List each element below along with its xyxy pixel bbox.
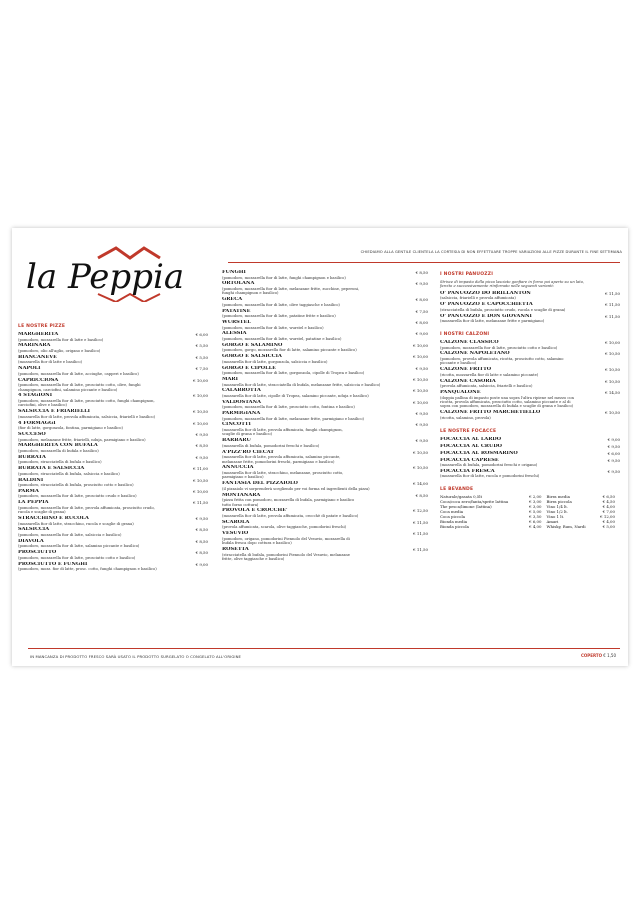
menu-item-price: € 8,50 [195,443,208,449]
menu-item [18,550,208,560]
menu-item-name: CINCOTTI [222,422,251,428]
menu-item-name: PARMA [18,488,39,494]
bevanda-name: Bionda piccola [440,523,469,529]
menu-item-price: € 11,50 [413,531,428,537]
menu-item [440,458,620,468]
menu-item-price: € 10,00 [193,377,208,383]
menu-item-price: € 11,50 [605,313,620,319]
menu-item-price: € 10,00 [413,399,428,405]
menu-item-name: FUNGHI [222,270,246,275]
menu-item [440,390,620,409]
menu-item-name: FOCACCIA FRESCA [440,468,495,474]
bevanda-name: Whisky, Rum, Nardi [546,523,586,529]
menu-item [222,343,428,353]
menu-item [18,409,208,419]
menu-item-name: SUCCESO [18,431,46,437]
menu-item-price: € 8,50 [195,538,208,544]
bevanda-price: € 4,50 [602,499,615,505]
menu-item-description: (mozzarella fior di latte, stracchino, melanzane, prosciutto cotto, parmigiano e basilico) [222,471,344,480]
column-extras [440,270,620,530]
menu-item-name: 4 STAGIONI [18,393,53,399]
menu-item-description: (pomodoro, melanzane fritte, friarielli, nduja, parmigiano e basilico) [18,437,146,442]
menu-item-name: 4 FORMAGGI [18,420,56,426]
menu-item-price: € 8,50 [415,492,428,498]
menu-item [18,378,208,392]
bevanda-price: € 5,00 [529,509,542,514]
menu-item-name: O' PANUOZZO DO BRILLANTON [440,290,531,296]
menu-item-name: FOCACCIA AL CRUDO [440,443,503,449]
menu-item-name: LA PEPPIA [18,500,49,506]
menu-item-name: GORGO E SALAMINO [222,342,283,348]
menu-item-price: € 9,50 [607,457,620,463]
menu-item-price: € 14,50 [605,389,620,395]
coperto-info [581,653,616,658]
menu-item [18,455,208,465]
menu-item-price: € 8,00 [415,319,428,325]
menu-item-description: (pomodoro, mozzarella fior di latte, prosciutto cotto e basilico) [18,555,136,560]
menu-item-description: (stracciatella di bufala, prosciutto crudo, rucola e scaglie di grana) [440,307,566,312]
menu-item-name: SALSICCIA [18,527,50,533]
menu-item-name: VALDOSTANA [222,399,261,405]
menu-item-description: (pomodoro, mozzarella fior di latte, provola affumicata, prosciutto crudo, rucola e scaglie di grana) [18,505,155,515]
bevanda-price: € 6,50 [602,494,615,500]
menu-item-price: € 5,50 [195,354,208,360]
menu-item-price: € 8,50 [415,270,428,275]
bevanda-name: Coca/coca zero/fanta/sprite lattina [440,499,509,505]
menu-item-name: FOCACCIA AL ROSMARINO [440,450,518,456]
column-pizze-1 [18,322,208,573]
menu-item [440,410,620,420]
bevanda-price: € 4,00 [602,504,615,510]
menu-item-price: € 10,50 [193,477,208,483]
menu-item-price: € 10,50 [413,465,428,471]
menu-item-name: MONTANARA [222,492,261,498]
menu-item-description: (pomodoro, stracciatella di bufala, salsiccia e basilico) [18,471,120,476]
section-title-focacce: LE NOSTRE FOCACCE [440,428,497,434]
menu-item-description: (pomodoro, origano, pomodorini Piennolo del Vesuvio, mozzarella di bufala fresca dopo cottura e basilico) [222,536,350,546]
menu-item-name: CALABROTTA [222,388,261,394]
menu-item [222,297,428,307]
menu-item-description: (pomodoro, mozzarella di bufala e basilico) [18,448,99,453]
menu-item [18,489,208,499]
menu-item-name: MARGHERITA CON BUFALA [18,443,98,449]
bevanda-name: Vino 1/2 lt. [546,509,569,514]
menu-item [222,354,428,364]
bevanda-name: Naturale/gasata 0,5lt [440,494,483,500]
menu-item-description: (pomodoro, mozzarella fior di latte e basilico) [18,337,104,342]
menu-item-price: € 10,50 [605,351,620,357]
menu-item-description: (pomodoro, mozzarella fior di latte, melanzane fritte, zucchine, peperoni, funghi champignon e basilico) [222,286,360,296]
menu-item [18,393,208,407]
menu-item [222,309,428,319]
menu-item-name: PROSCIUTTO E FUNGHI [18,561,88,567]
menu-item [222,422,428,436]
menu-item [18,432,208,442]
menu-item-price: € 8,00 [415,297,428,303]
menu-item-price: € 6,00 [607,450,620,456]
menu-item-price: € 10,50 [413,376,428,382]
menu-item [440,379,620,389]
menu-item [222,331,428,341]
menu-item-description: (mozzarella fior di latte, provola affumicata, crocchè di patate e basilico) [222,514,359,519]
menu-item-description: (mozzarella fior di latte, provola affumicata, funghi champignon, scaglie di grana e basilico) [222,428,343,437]
menu-item-description: (mozzarella fior di latte, provola affumicata, salsiccia, friarielli e basilico) [18,414,156,419]
menu-item-name: A'PIZZ'RO CIECAT [222,449,275,455]
menu-item-description: (pomodoro, mozzarella fior di latte, acciughe, capperi e basilico) [18,371,139,376]
menu-item-price: € 9,50 [415,365,428,371]
menu-item-name: SALSICCIA E FRIARIELLI [18,409,91,415]
menu-item [222,481,428,491]
menu-item [222,465,428,479]
menu-item [18,332,208,342]
menu-item-name: PANQUALONE [440,389,481,395]
bevanda-name: Bionda media [440,518,468,524]
menu-item-description: (mozzarella fior di latte, stracchino, rucola e scaglie di grana) [18,521,134,526]
menu-item-description: (pomodoro, mozzarella fior di latte, prosciutto cotto, olive, funghi champignon, carciofini, salamino piccante e basilico) [18,383,141,392]
menu-item-price: € 7,50 [415,308,428,314]
menu-item-price: € 10,50 [605,378,620,384]
coperto-label: COPERTO [580,653,602,658]
pizze-list-1 [18,332,208,572]
menu-item-description: (ricotta, salamino, provola) [440,415,491,420]
bevanda-price: € 5,00 [602,523,615,529]
menu-item-description: (doppia pallina di impasto poste una sopra l'altra ripiene nel mezzo con ricotta, provola affumicata, prosciutto cotto, salamino piccante e al di sopra con pomodoro, mozzarella di bufala e scaglie di grana e basilico) [440,395,574,409]
menu-item-price: € 10,00 [193,393,208,399]
menu-item-description: (pomodoro, mozzarella fior di latte, prosciutto cotto, funghi champignon, carciofini, olive e basilico) [18,398,155,408]
menu-item [440,469,620,479]
menu-item-description: (ricotta, mozzarella fior di latte e salamino piccante) [440,372,539,377]
section-title-panuozzi: I NOSTRI PANUOZZI [440,272,494,277]
menu-item-name: DIAVOLA [18,538,44,544]
section-title-calzoni: I NOSTRI CALZONI [440,331,490,337]
menu-item-name: ALESSIA [222,331,247,337]
panuozzi-intro: Strisce di impasto della pizza lasciato gonfiare in forno poi aperto su un lato, farcito e successivamente riinfornato nelle seguenti varianti: [440,280,585,289]
menu-item-name: PROSCIUTTO [18,550,57,556]
menu-item-price: € 8,50 [195,527,208,533]
menu-item-price: € 9,50 [195,431,208,437]
menu-item [18,421,208,431]
menu-item-description: (pomodoro, stracciatella di bufala e basilico) [18,460,102,465]
menu-item-name: GORGO E SALSICCIA [222,354,282,360]
bevanda-name: Coca media [440,509,464,514]
menu-item-description: (mozzarella fior di latte, gorgonzola, salsiccia e basilico) [222,359,328,364]
bevanda-price: € 6,00 [529,518,542,524]
menu-item-name: ANNUCCIA [222,465,254,471]
menu-item-name: O' PANUOZZO E DON GIOVANNI [440,313,532,319]
menu-item [222,508,428,518]
bevanda-price: € 4,00 [529,523,542,529]
menu-item [222,270,428,280]
menu-item-price: € 11,50 [413,519,428,525]
menu-item-name: MARI [222,376,238,382]
bevanda-name: Coca piccola [440,513,466,519]
menu-item-description: (provola affumicata, scarola, olive taggiasche, pomodorini freschi) [222,525,347,530]
column-pizze-2 [222,270,428,563]
logo-text: la Peppia [26,257,185,297]
menu-item-description: (pomodoro, mozzarella fior di latte, salsiccia e basilico) [18,533,122,538]
bevanda-price: € 12,00 [600,513,615,519]
menu-item [18,539,208,549]
menu-item-name: O' PANUOZZO E CAPOCCHIETTA [440,302,533,308]
menu-item-name: GRECA [222,297,243,303]
menu-item-price: € 10,50 [193,409,208,415]
menu-item [222,366,428,376]
menu-item-description: (mozzarella fior di latte, cipolle di Tropea, salamino piccante, nduja e basilico) [222,393,369,398]
menu-item [222,377,428,387]
menu-item-description: (mozzarella fior di latte, provola affumicata, salamino piccante, melanzane fritte, pomodorini freschi, parmigiano e basilico) [222,455,341,464]
menu-item-price: € 10,50 [413,388,428,394]
menu-item-price: € 11,00 [193,466,208,472]
menu-item-name: FOCACCIA AL LARDO [440,436,502,442]
menu-item [18,443,208,453]
menu-item-name: STRACCHINO E RUCOLA [18,516,89,522]
menu-item-name: BURRATA E SALSICCIA [18,466,85,472]
menu-item [18,466,208,476]
menu-item-name: PARMIGIANA [222,411,261,417]
menu-item-name: CAPRICCIOSA [18,377,59,383]
menu-item-description: (il pizzaiolo vi sorprenderà scegliendo per voi forma ed ingredienti della pizza) [222,486,370,491]
menu-item-price: € 12,50 [413,508,428,514]
menu-item-description: (pomodoro, gorgo, mozzarella fior di latte, salamino piccante e basilico) [222,348,357,353]
menu-item-price: € 10,50 [605,410,620,416]
menu-item-price: € 9,00 [195,561,208,567]
menu-item [222,388,428,398]
menu-item-description: (pomodoro, provola affumicata, ricotta, prosciutto cotto, salamino piccante e basilico) [440,356,564,366]
bevande-row [440,525,620,530]
bevanda-price: € 2,00 [529,494,542,500]
menu-item-description: (pomodoro, mozzarella fior di latte, wurstel e basilico) [222,325,324,330]
menu-item [18,562,208,572]
menu-sheet [12,228,628,666]
coperto-price: € 1,50 [603,653,616,658]
menu-item-name: BIANCANEVE [18,354,57,360]
footer-note: IN MANCANZA DI PRODOTTO FRESCO SARÀ USATO IL PRODOTTO SURGELATO O CONGELATO ALL'ORIGINE [30,654,242,659]
bevanda-price: € 7,00 [602,509,615,514]
menu-item [440,444,620,450]
bevanda-name: Vino 1/4 lt. [546,504,569,510]
menu-item [440,314,620,324]
calzoni-list [440,340,620,420]
menu-item-price: € 8,50 [195,550,208,556]
menu-item-price: € 10,00 [413,342,428,348]
menu-item-price: € 11,50 [413,547,428,553]
menu-item-description: (salsiccia, friarielli e provola affumicata) [440,296,516,301]
menu-item [18,516,208,526]
menu-item-name: MARGHERITA [18,332,59,337]
menu-item-name: CALZONE CASORIA [440,378,496,384]
bevande-table [440,495,620,529]
bevanda-price: € 3,00 [529,504,542,510]
menu-item-name: PROVOLA E CROCCHE' [222,508,288,514]
menu-item-name: BARBARU [222,438,251,444]
menu-item-name: BURRATA [18,454,46,460]
menu-item-price: € 10,00 [193,420,208,426]
menu-item-description: (pomodoro, mozzarella fior di latte, melanzane fritte, parmigiano e basilico) [222,416,364,421]
menu-item [222,411,428,421]
menu-item [222,400,428,410]
menu-item [222,450,428,464]
menu-item-price: € 9,50 [607,443,620,449]
menu-item-name: ORTOLANA [222,281,255,287]
section-title-pizze: LE NOSTRE PIZZE [18,324,66,329]
menu-item-name: ROSETTA [222,547,249,553]
notice-text: CHIEDIAMO ALLA GENTILE CLIENTELA LA CORTESIA DI NON EFFETTUARE TROPPE VARIAZIONI ALLE PIZZE DURANTE IL FINE SETTIMANA [360,250,622,254]
menu-item [222,281,428,295]
menu-item-name: GORGO E CIPOLLE [222,365,276,371]
bevanda-price: € 3,50 [529,513,542,519]
menu-item-price: € 7,50 [195,366,208,372]
menu-item-description: (provola affumicata, salsiccia, friarielli e basilico) [440,384,533,389]
bottom-divider [28,648,620,649]
menu-item-description: (mozzarella fior di latte e basilico) [18,360,83,365]
menu-item-description: (pomodoro, mozzarella fior di latte, olive taggiasche e basilico) [222,302,340,307]
menu-item-name: FANTASIA DEL PIZZAIOLO [222,481,298,487]
menu-item-price: € 9,50 [415,411,428,417]
menu-item-description: (pomodoro, mozzarella fior di latte, gorgonzola, cipolle di Tropea e basilico) [222,371,365,376]
menu-item [18,478,208,488]
menu-item-price: € 10,00 [413,354,428,360]
bevanda-name: The pesca/limone (lattina) [440,504,492,510]
menu-item-description: (mozzarella fior di latte, stracciatella di bufala, melanzane fritte, salsiccia e basilico) [222,382,381,387]
menu-item-description: (pomodoro, olio all'aglio, origano e basilico) [18,348,101,353]
menu-item-name: SCAROLA [222,519,250,525]
menu-item [440,291,620,301]
menu-item [440,367,620,377]
menu-item-price: € 9,50 [195,454,208,460]
bevanda-name: Birra piccola [546,499,572,505]
menu-item-name: BALDINI [18,477,44,483]
top-divider [228,262,620,263]
menu-item-name: PATATINE [222,308,251,314]
menu-item-description: (stracciatella di bufala, pomodorini Piennolo del Vesuvio, melanzane fritte, olive taggiasche e basilico) [222,552,350,562]
menu-item-price: € 5,50 [195,343,208,349]
menu-item-description: (mozzarella di bufala, pomodorini freschi e basilico) [222,443,320,448]
menu-item [18,500,208,514]
menu-item-price: € 9,50 [607,468,620,474]
menu-item-price: € 9,50 [415,438,428,444]
menu-item-description: (pomodoro, mozz. fior di latte, prosc. cotto, funghi champignon e basilico) [18,567,157,572]
menu-item-name: CALZONE FRITTO [440,367,492,373]
menu-item-price: € 9,50 [415,281,428,287]
menu-item-name: WURSTEL [222,319,251,325]
menu-item-name: MARINARA [18,343,51,349]
menu-item [440,340,620,350]
menu-item-price: € 9,50 [415,422,428,428]
panuozzi-list [440,291,620,324]
menu-item [222,547,428,561]
menu-item [222,320,428,330]
menu-item-name: FOCACCIA CAPRESE [440,457,499,463]
bevanda-price: € 4,00 [602,518,615,524]
menu-item [440,302,620,312]
menu-item-description: (pomodoro, mozzarella fior di latte, wurstel, patatine e basilico) [222,336,342,341]
restaurant-logo [20,244,210,302]
menu-item-name: CALZONE NAPOLETANO [440,351,510,357]
menu-item-name: CALZONE FRITTO MARCHETIELLO [440,410,541,416]
menu-item [18,527,208,537]
menu-item-description: (pomodoro, mozzarella fior di latte, salamino piccante e basilico) [18,544,140,549]
menu-item-description: (mozzarella fior di latte, rucola e pomodorini freschi) [440,474,540,479]
menu-item-price: € 11,50 [605,290,620,296]
menu-item-price: € 6,00 [195,332,208,337]
menu-item-name: NAPOLI [18,366,41,372]
menu-item [440,437,620,443]
menu-item [440,351,620,365]
menu-item-price: € 10,50 [605,367,620,373]
bevanda-name: Vino 1 lt. [546,513,565,519]
menu-item-description: (pizza fritta con pomodoro, mozzarella di bufala, parmigiano e basilico tutto forno cottura) [222,498,355,507]
menu-item-description: (pomodoro, mozzarella fior di latte, patatine fritte e basilico) [222,314,336,319]
menu-item-price: € 10,00 [193,488,208,494]
bevanda-price: € 3,00 [529,499,542,505]
menu-item [18,366,208,376]
menu-item-description: (fior di latte, gorgonzola, fontina, parmigiano e basilico) [18,426,123,431]
menu-item-description: (pomodoro, mozzarella fior di latte, prosciutto cotto e basilico) [440,345,558,350]
menu-item-description: (pomodoro, mozzarella fior di latte, prosciutto crudo e basilico) [18,494,137,499]
menu-item-price: € 11,50 [193,500,208,506]
menu-item-price: € 9,50 [195,516,208,522]
menu-item-description: (pomodoro, mozzarella fior di latte, funghi champignon e basilico) [222,275,346,280]
menu-item-price: € 11,50 [605,302,620,308]
focacce-list [440,437,620,479]
menu-item-price: € 10,50 [413,449,428,455]
menu-item [222,493,428,507]
menu-item [18,355,208,365]
menu-item [440,451,620,457]
menu-item-description: (pomodoro, mozzarella fior di latte, prosciutto cotto, fontina e basilico) [222,405,355,410]
menu-item [222,531,428,545]
menu-item [222,520,428,530]
menu-item-price: € 9,00 [415,331,428,337]
menu-item [222,438,428,448]
menu-item-name: CALZONE CLASSICO [440,339,499,345]
bevanda-name: Amari [546,518,559,524]
menu-item-price: € 14,00 [413,481,428,487]
menu-item-price: € 10,00 [605,339,620,345]
menu-item-name: VESUVIO [222,531,249,537]
section-title-bevande: LE BEVANDE [440,487,474,493]
menu-item-description: (mozzarella di bufala, pomodorini freschi e origano) [440,463,538,468]
pizze-list-2 [222,270,428,561]
menu-item [18,343,208,353]
menu-item-description: (pomodoro, stracciatella di bufala, prosciutto cotto e basilico) [18,483,134,488]
bevanda-name: Birra media [546,494,570,500]
menu-item-description: (mozzarella fior di latte, melanzane fritte e parmigiano) [440,319,545,324]
menu-item-price: € 9,00 [607,436,620,442]
